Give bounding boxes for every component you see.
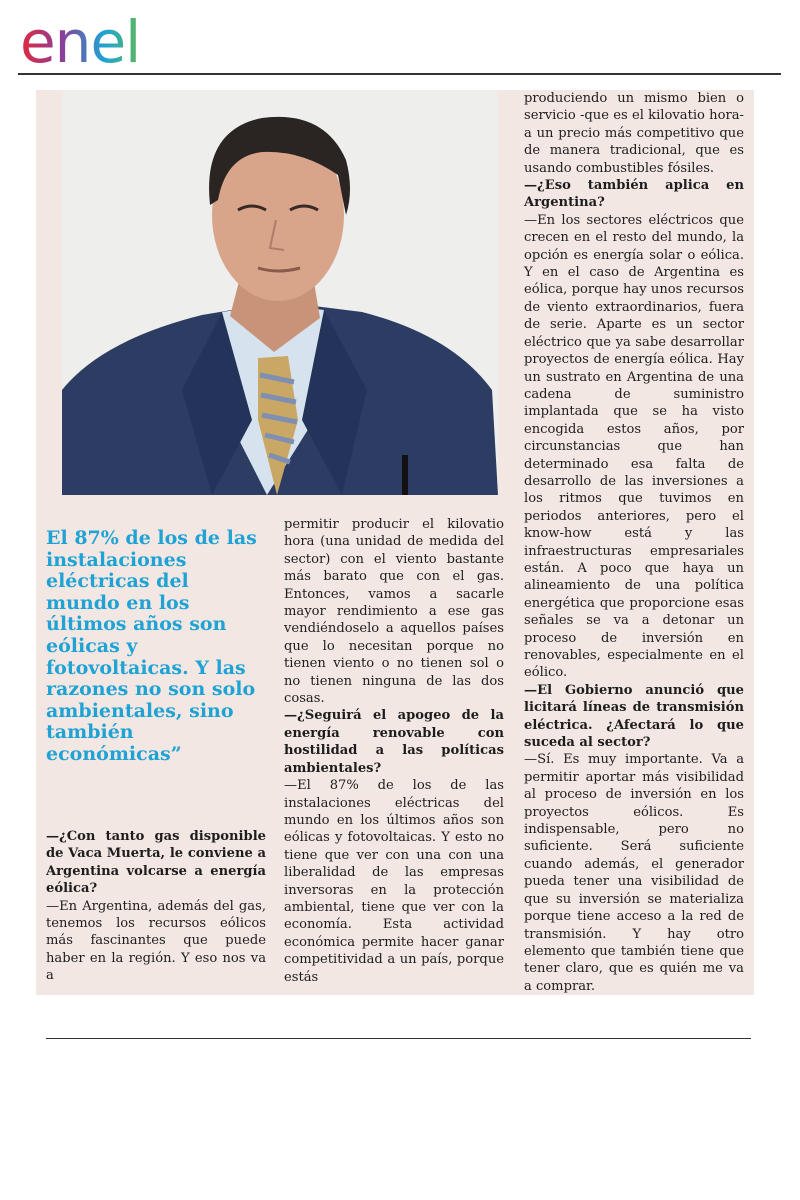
header-divider — [18, 73, 781, 75]
interview-question: —¿Seguirá el apogeo de la energía renovable con hostilidad a las políticas ambientales? — [284, 708, 504, 776]
text-column-3 — [524, 90, 744, 995]
interview-question: —¿Eso también aplica en Argentina? — [524, 178, 744, 211]
text-column-1 — [46, 828, 266, 985]
interview-question: —El Gobierno anunció que licitará líneas de transmisión eléctrica. ¿Afectará lo que suceda al sector? — [524, 682, 744, 751]
text-column-2 — [284, 516, 504, 986]
pull-quote: El 87% de los de las instalaciones eléctricas del mundo en los últimos años son eólicas y fotovoltaicas. Y las razones no son solo ambientales, sino también económicas” — [46, 527, 257, 765]
svg-text:enel: enel — [20, 8, 141, 70]
interview-answer: —En los sectores eléctricos que crecen en el resto del mundo, la opción es energía solar o eólica. Y en el caso de Argentina es eólica, porque hay unos recursos de viento extraordinarios, fuera de serie. Aparte es un sector eléctrico que ya sabe desarrollar proyectos de energía eólica. Hay un sustrato en Argentina de una cadena de suministro implantada que se ha visto encogida estos años, por circunstancias que han determinado esa falta de desarrollo de las inversiones a los ritmos que tuvimos en periodos anteriores, pero el know-how está y las infraestructuras empresariales están. A poco que haya un alineamiento de una política energética que proporcione esas señales se va a detonar un proceso de inversión en renovables, especialmente en el eólico. — [524, 212, 744, 681]
interview-answer: produciendo un mismo bien o servicio -que es el kilovatio hora- a un precio más competitivo que de manera tradicional, que es usando combustibles fósiles. — [524, 91, 744, 176]
interview-answer: —En Argentina, además del gas, tenemos los recursos eólicos más fascinantes que puede haber en la región. Y eso nos va a — [46, 898, 266, 984]
interview-question: —¿Con tanto gas disponible de Vaca Muerta, le conviene a Argentina volcarse a energía eólica? — [46, 829, 266, 897]
interviewee-photo — [62, 90, 498, 495]
interview-answer: —Sí. Es muy importante. Va a permitir aportar más visibilidad al proceso de inversión en los proyectos eólicos. Es indispensable, pero no suficiente. Será suficiente cuando además, el generador pueda tener una visibilidad de que su inversión se materializa porque tiene acceso a la red de transmisión. Y hay otro elemento que también tiene que tener claro, que es quién me va a comprar. — [524, 752, 744, 994]
interview-answer: —El 87% de los de las instalaciones eléctricas del mundo en los últimos años son eólicas y fotovoltaicas. Y esto no tiene que ver con una con una liberalidad de las empresas inversoras en la protección ambiental, tiene que ver con la economía. Esta actividad económica permite hacer ganar competitividad a un país, porque estás — [284, 778, 504, 985]
enel-logo — [18, 8, 178, 70]
interview-answer: permitir producir el kilovatio hora (una unidad de medida del sector) con el viento bastante más barato que con el gas. Entonces, vamos a sacarle mayor rendimiento a ese gas vendiéndoselo a aquellos países que lo necesitan porque no tienen viento o no tienen sol o no tienen ninguna de las dos cosas. — [284, 517, 504, 707]
newspaper-clipping — [36, 90, 754, 995]
footer-divider — [46, 1038, 751, 1039]
